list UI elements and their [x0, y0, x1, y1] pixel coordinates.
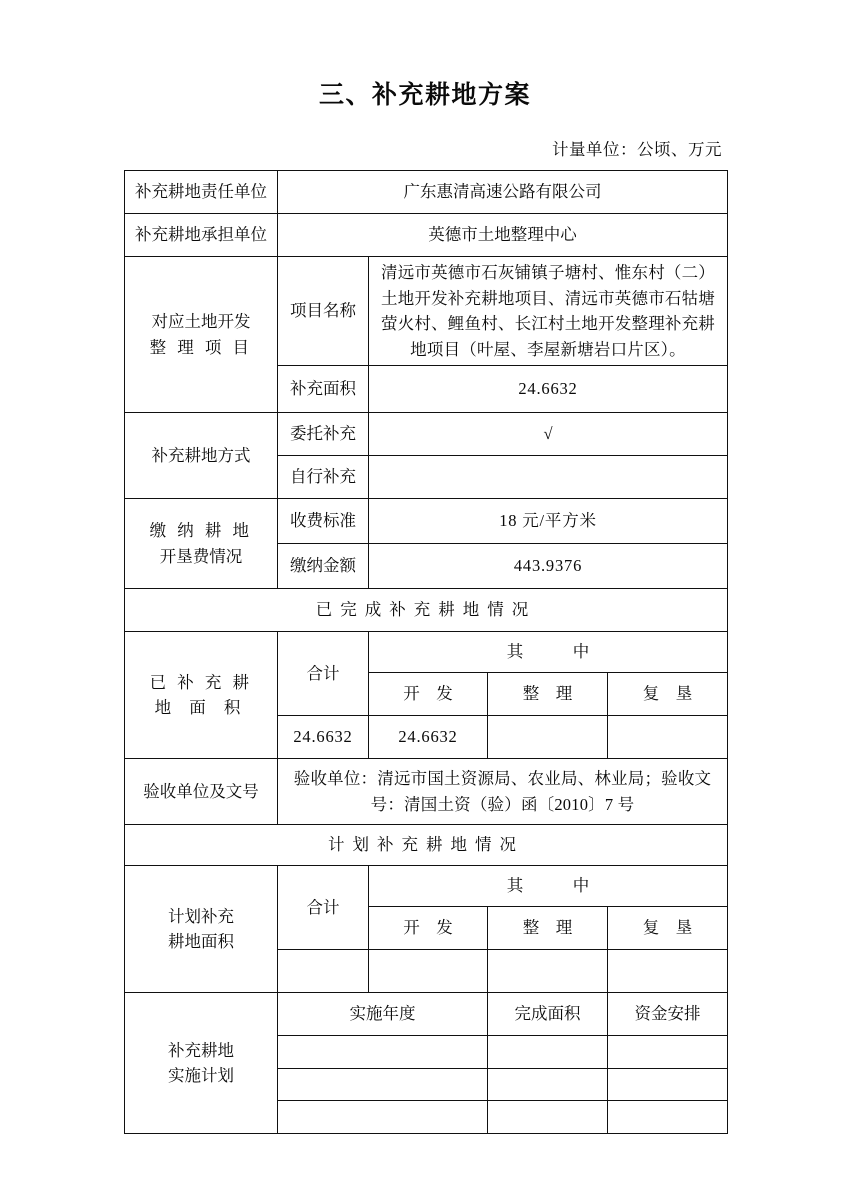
- responsible-unit-label: 补充耕地责任单位: [125, 171, 278, 214]
- completed-area-label-line1: 已 补 充 耕: [149, 672, 253, 692]
- implementation-label-line2: 实施计划: [168, 1066, 234, 1086]
- project-label: [125, 257, 278, 413]
- fee-amount-label: 缴纳金额: [278, 544, 369, 589]
- planned-section-header: 计划补充耕地情况: [125, 825, 728, 866]
- completed-area-label-line2: 地 面 积: [154, 698, 248, 718]
- completed-subheader-development: 开 发: [369, 673, 488, 716]
- fee-standard-label: 收费标准: [278, 499, 369, 544]
- measurement-unit-note: 计量单位：公顷、万元: [552, 140, 722, 159]
- planned-value-consolidation: [488, 950, 608, 993]
- entrusted-supplement-label: 委托补充: [278, 413, 369, 456]
- planned-total-label: 合计: [278, 866, 369, 950]
- implementation-cell-year: [278, 1036, 488, 1069]
- implementation-cell-area: [488, 1068, 608, 1101]
- completed-total-label: 合计: [278, 632, 369, 716]
- table-row: [125, 214, 728, 257]
- implementation-cell-area: [488, 1036, 608, 1069]
- supplement-area-value: 24.6632: [369, 366, 728, 413]
- table-row: [125, 866, 728, 907]
- completed-value-development: 24.6632: [369, 716, 488, 759]
- acceptance-label: 验收单位及文号: [125, 759, 278, 825]
- completed-value-consolidation: [488, 716, 608, 759]
- implementation-label-line1: 补充耕地: [168, 1040, 234, 1060]
- page-title: 三、补充耕地方案: [318, 82, 531, 109]
- planned-subheader-consolidation: 整 理: [488, 907, 608, 950]
- completed-section-header: 已完成补充耕地情况: [125, 589, 728, 632]
- planned-area-label-line1: 计划补充: [168, 906, 234, 926]
- table-row: [125, 499, 728, 544]
- table-row: [125, 759, 728, 825]
- planned-area-label-line2: 耕地面积: [168, 932, 234, 952]
- table-row: [125, 171, 728, 214]
- table-row: [125, 589, 728, 632]
- responsible-unit-value: 广东惠清高速公路有限公司: [278, 171, 728, 214]
- table-row: [125, 413, 728, 456]
- completed-area-label: [125, 632, 278, 759]
- planned-total-value: [278, 950, 369, 993]
- table-row: [125, 257, 728, 366]
- entrusted-supplement-value: √: [369, 413, 728, 456]
- implementation-cell-funding: [608, 1101, 728, 1134]
- project-label-line2: 整 理 项 目: [149, 337, 253, 357]
- implementation-cell-funding: [608, 1068, 728, 1101]
- acceptance-value: 验收单位：清远市国土资源局、农业局、林业局；验收文号：清国土资（验）函〔2010〕7 号: [278, 759, 728, 825]
- fee-label-line2: 开垦费情况: [159, 546, 243, 566]
- planned-among-label: 其 中: [369, 866, 728, 907]
- project-label-line1: 对应土地开发: [151, 312, 251, 332]
- planned-value-reclamation: [608, 950, 728, 993]
- fee-label-line1: 缴 纳 耕 地: [149, 521, 253, 541]
- fee-label: [125, 499, 278, 589]
- planned-value-development: [369, 950, 488, 993]
- implementation-header-funding: 资金安排: [608, 993, 728, 1036]
- completed-subheader-consolidation: 整 理: [488, 673, 608, 716]
- fee-amount-value: 443.9376: [369, 544, 728, 589]
- self-supplement-label: 自行补充: [278, 456, 369, 499]
- supplement-area-label: 补充面积: [278, 366, 369, 413]
- table-row: [125, 993, 728, 1036]
- self-supplement-value: [369, 456, 728, 499]
- implementation-cell-area: [488, 1101, 608, 1134]
- completed-among-label: 其 中: [369, 632, 728, 673]
- project-name-label: 项目名称: [278, 257, 369, 366]
- implementation-label: [125, 993, 278, 1134]
- implementation-cell-funding: [608, 1036, 728, 1069]
- planned-subheader-reclamation: 复 垦: [608, 907, 728, 950]
- completed-subheader-reclamation: 复 垦: [608, 673, 728, 716]
- undertaking-unit-value: 英德市土地整理中心: [278, 214, 728, 257]
- supplementary-farmland-form: [124, 170, 728, 1134]
- table-row: [125, 825, 728, 866]
- table-row: [125, 632, 728, 673]
- completed-value-reclamation: [608, 716, 728, 759]
- project-name-value: 清远市英德市石灰铺镇子塘村、惟东村（二）土地开发补充耕地项目、清远市英德市石牯塘萤火村、鲤鱼村、长江村土地开发整理补充耕地项目（叶屋、李屋新塘岩口片区）。: [369, 257, 728, 366]
- planned-subheader-development: 开 发: [369, 907, 488, 950]
- implementation-cell-year: [278, 1101, 488, 1134]
- implementation-header-area: 完成面积: [488, 993, 608, 1036]
- planned-area-label: [125, 866, 278, 993]
- completed-total-value: 24.6632: [278, 716, 369, 759]
- undertaking-unit-label: 补充耕地承担单位: [125, 214, 278, 257]
- fee-standard-value: 18 元/平方米: [369, 499, 728, 544]
- implementation-cell-year: [278, 1068, 488, 1101]
- method-label: 补充耕地方式: [125, 413, 278, 499]
- implementation-header-year: 实施年度: [278, 993, 488, 1036]
